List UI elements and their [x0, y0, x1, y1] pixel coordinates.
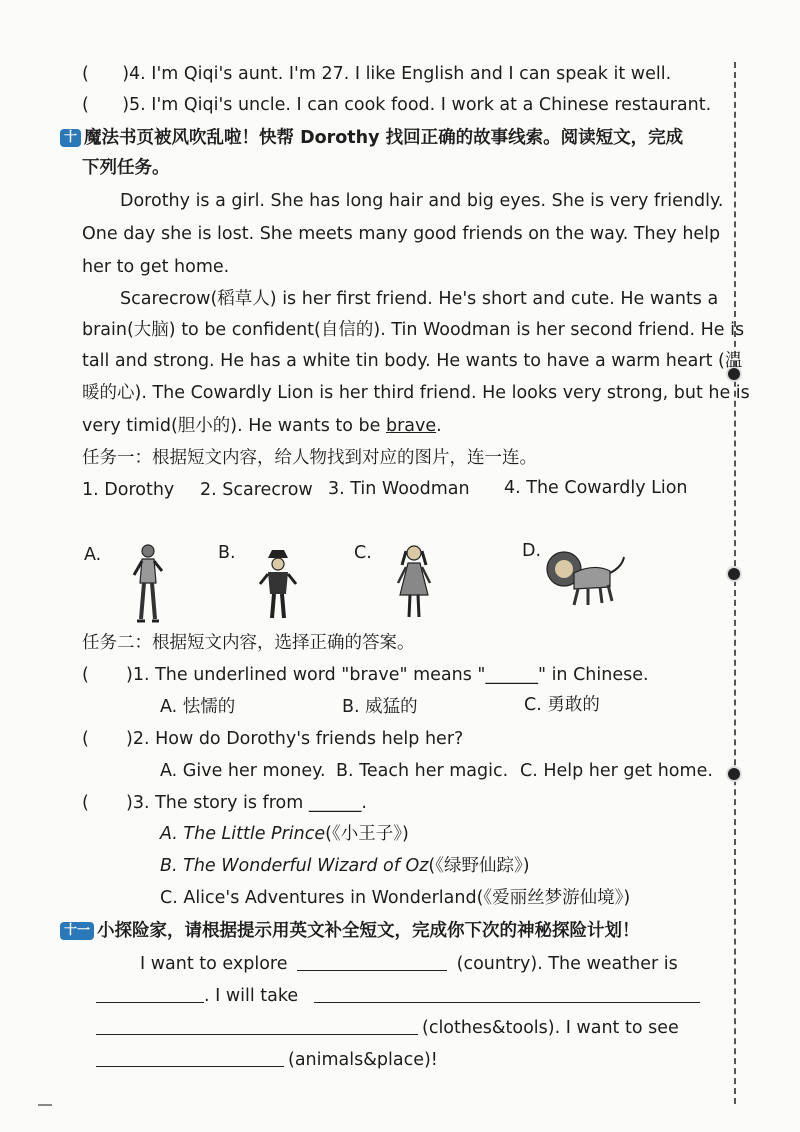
question-5: ( )5. I'm Qiqi's uncle. I can cook food. I work at a Chinese restaurant.: [82, 95, 712, 115]
option-b: [160, 858, 530, 876]
binding-dashed-line: [734, 62, 736, 1104]
answer-paren[interactable]: (: [82, 793, 89, 813]
book-title: A. The Little Prince: [160, 824, 326, 844]
underlined-word-brave: brave: [386, 416, 437, 436]
section-10-title-line2: 下列任务。: [82, 158, 170, 178]
clothes-tools-blank[interactable]: [96, 1033, 418, 1035]
book-title-zh: (《小王子》): [325, 824, 409, 844]
section-11-badge: 十一: [60, 922, 94, 940]
character-name-lion: 4. The Cowardly Lion: [504, 478, 688, 498]
dorothy-figure: [392, 543, 436, 623]
option-c: C. Help her get home.: [520, 761, 713, 781]
character-name-tin-woodman: 3. Tin Woodman: [328, 479, 470, 499]
option-c: [160, 890, 630, 908]
passage-line: Dorothy is a girl. She has long hair and big eyes. She is very friendly.: [120, 191, 724, 211]
section-10-title-line1: 魔法书页被风吹乱啦！快帮 Dorothy 找回正确的故事线索。阅读短文，完成: [84, 128, 684, 148]
section-10-badge: 十: [60, 129, 81, 147]
option-a: [160, 826, 409, 844]
section-10-title: [60, 129, 683, 148]
section-11-title-text: 小探险家，请根据提示用英文补全短文，完成你下次的神秘探险计划！: [97, 921, 640, 941]
lion-figure: [544, 547, 628, 609]
picture-label-a: A.: [84, 545, 102, 565]
binding-hole: [726, 566, 742, 582]
country-blank[interactable]: [297, 969, 447, 971]
tin-woodman-figure: [128, 541, 168, 625]
task2-question-2: [82, 731, 463, 749]
writing-line-2: [96, 988, 700, 1006]
book-title-zh: (《爱丽丝梦游仙境》): [476, 888, 631, 908]
scarecrow-figure: [258, 548, 298, 624]
passage-line: brain(大脑) to be confident(自信的). Tin Woodman is her second friend. He is: [82, 320, 745, 340]
passage-line: her to get home.: [82, 257, 230, 277]
question-4: ( )4. I'm Qiqi's aunt. I'm 27. I like English and I can speak it well.: [82, 64, 672, 84]
book-title: C. Alice's Adventures in Wonderland: [160, 888, 477, 908]
passage-line: Scarecrow(稻草人) is her first friend. He's short and cute. He wants a: [120, 289, 719, 309]
writing-text: I want to explore: [140, 954, 288, 974]
task-2-title: 任务二：根据短文内容，选择正确的答案。: [82, 633, 415, 653]
task2-question-3: [82, 795, 367, 813]
animals-place-blank[interactable]: [96, 1065, 284, 1067]
page-corner-mark: [38, 1104, 52, 1106]
binding-hole: [726, 766, 742, 782]
writing-line-4: [96, 1052, 438, 1070]
option-c: C. 勇敢的: [524, 695, 600, 715]
section-11-title: [60, 922, 640, 941]
option-b: B. Teach her magic.: [336, 761, 509, 781]
picture-label-d: D.: [522, 541, 542, 561]
task2-question-1: [82, 667, 649, 685]
book-title-zh: (《绿野仙踪》): [428, 856, 530, 876]
passage-text: very timid(胆小的). He wants to be: [82, 416, 386, 436]
passage-line: tall and strong. He has a white tin body. He wants to have a warm heart (温: [82, 351, 743, 371]
writing-line-1: [140, 956, 678, 974]
task-1-title: 任务一：根据短文内容，给人物找到对应的图片，连一连。: [82, 448, 537, 468]
passage-line: [82, 418, 442, 436]
character-name-dorothy: 1. Dorothy: [82, 480, 175, 500]
option-a: A. 怯懦的: [160, 697, 236, 717]
passage-line: 暖的心). The Cowardly Lion is her third friend. He looks very strong, but he is: [82, 383, 750, 403]
picture-label-c: C.: [354, 543, 372, 563]
question-stem: )1. The underlined word "brave" means "______" in Chinese.: [126, 665, 649, 685]
question-stem: )3. The story is from ______.: [126, 793, 367, 813]
option-a: A. Give her money.: [160, 761, 326, 781]
option-b: B. 威猛的: [342, 697, 418, 717]
writing-text: (country). The weather is: [456, 954, 678, 974]
book-title: B. The Wonderful Wizard of Oz: [160, 856, 429, 876]
take-blank[interactable]: [314, 1001, 700, 1003]
answer-paren[interactable]: (: [82, 729, 89, 749]
writing-text: . I will take: [204, 986, 299, 1006]
writing-line-3: [96, 1020, 679, 1038]
answer-paren[interactable]: (: [82, 665, 89, 685]
character-name-scarecrow: 2. Scarecrow: [200, 480, 313, 500]
question-stem: )2. How do Dorothy's friends help her?: [126, 729, 464, 749]
picture-label-b: B.: [218, 543, 236, 563]
writing-text: (animals&place)!: [288, 1050, 438, 1070]
passage-text: .: [436, 416, 442, 436]
passage-line: One day she is lost. She meets many good friends on the way. They help: [82, 224, 721, 244]
weather-blank[interactable]: [96, 1001, 204, 1003]
writing-text: (clothes&tools). I want to see: [422, 1018, 679, 1038]
